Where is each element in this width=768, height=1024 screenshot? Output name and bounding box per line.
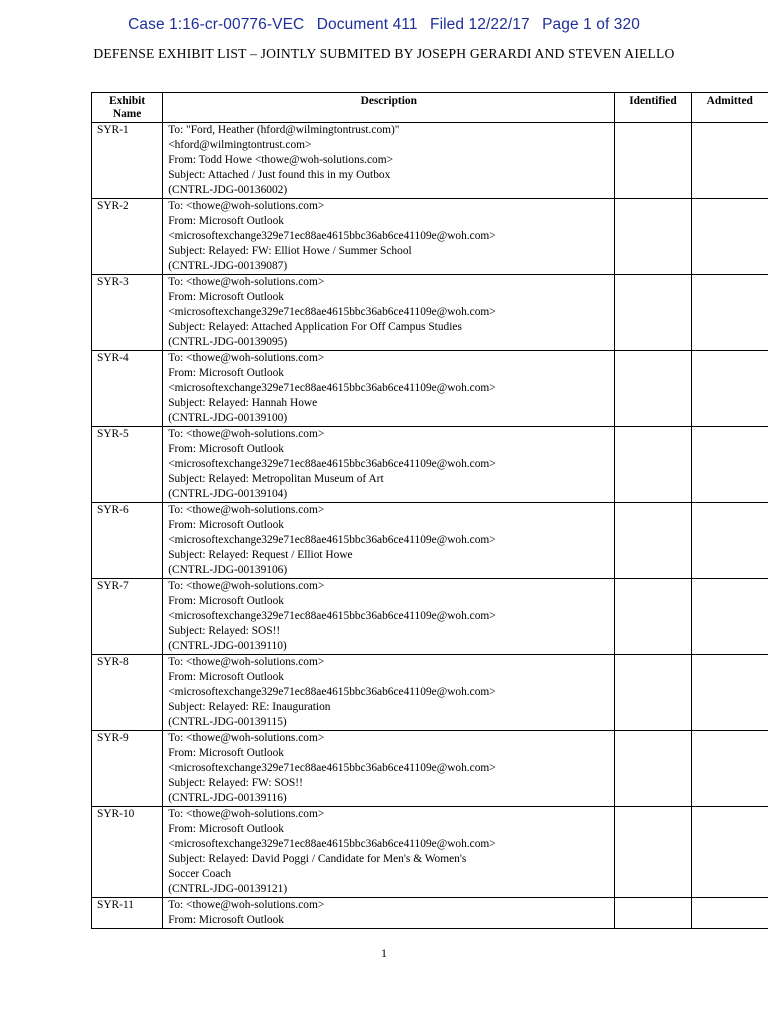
- identified-cell: [615, 579, 691, 655]
- identified-cell: [615, 503, 691, 579]
- exhibit-description: [163, 427, 615, 503]
- admitted-cell: [691, 123, 768, 199]
- description-line: From: Microsoft Outlook: [168, 914, 284, 926]
- description-line: (CNTRL-JDG-00139104): [168, 488, 288, 500]
- admitted-cell: [691, 351, 768, 427]
- exhibit-id: SYR-10: [92, 807, 163, 898]
- description-line: <microsoftexchange329e71ec88ae4615bbc36ab6ce41109e@woh.com>: [168, 458, 496, 470]
- exhibit-id: SYR-2: [92, 199, 163, 275]
- exhibit-description: [163, 351, 615, 427]
- admitted-cell: [691, 199, 768, 275]
- filed-date: Filed 12/22/17: [430, 16, 530, 33]
- header-description: Description: [163, 93, 615, 123]
- table-row: [92, 579, 768, 655]
- description-line: To: <thowe@woh-solutions.com>: [168, 899, 325, 911]
- description-line: Subject: Relayed: Request / Elliot Howe: [168, 549, 353, 561]
- description-line: From: Todd Howe <thowe@woh-solutions.com>: [168, 154, 394, 166]
- header-admitted: Admitted: [691, 93, 768, 123]
- description-line: From: Microsoft Outlook: [168, 671, 284, 683]
- description-line: To: <thowe@woh-solutions.com>: [168, 276, 325, 288]
- ecf-header-stamp: [0, 16, 768, 34]
- identified-cell: [615, 807, 691, 898]
- description-line: <microsoftexchange329e71ec88ae4615bbc36ab6ce41109e@woh.com>: [168, 306, 496, 318]
- description-line: Subject: Relayed: FW: Elliot Howe / Summer School: [168, 245, 412, 257]
- table-header-row: [92, 93, 768, 123]
- description-line: (CNTRL-JDG-00139100): [168, 412, 288, 424]
- exhibit-description: [163, 655, 615, 731]
- exhibit-id: SYR-3: [92, 275, 163, 351]
- description-line: To: <thowe@woh-solutions.com>: [168, 580, 325, 592]
- description-line: From: Microsoft Outlook: [168, 215, 284, 227]
- document-number: Document 411: [316, 16, 418, 33]
- description-line: From: Microsoft Outlook: [168, 519, 284, 531]
- case-number: Case 1:16-cr-00776-VEC: [128, 16, 305, 33]
- description-line: From: Microsoft Outlook: [168, 747, 284, 759]
- exhibit-description: [163, 731, 615, 807]
- table-row: [92, 351, 768, 427]
- identified-cell: [615, 275, 691, 351]
- admitted-cell: [691, 579, 768, 655]
- table-row: [92, 655, 768, 731]
- identified-cell: [615, 898, 691, 929]
- description-line: Soccer Coach: [168, 868, 232, 880]
- admitted-cell: [691, 503, 768, 579]
- identified-cell: [615, 731, 691, 807]
- exhibit-description: [163, 503, 615, 579]
- document-title: DEFENSE EXHIBIT LIST – JOINTLY SUBMITED BY JOSEPH GERARDI AND STEVEN AIELLO: [93, 46, 675, 61]
- admitted-cell: [691, 275, 768, 351]
- table-row: [92, 123, 768, 199]
- description-line: To: <thowe@woh-solutions.com>: [168, 200, 325, 212]
- page-of: Page 1 of 320: [542, 16, 640, 33]
- exhibit-description: [163, 579, 615, 655]
- description-line: (CNTRL-JDG-00139106): [168, 564, 288, 576]
- exhibit-id: SYR-6: [92, 503, 163, 579]
- description-line: Subject: Relayed: SOS!!: [168, 625, 281, 637]
- description-line: (CNTRL-JDG-00139116): [168, 792, 287, 804]
- table-row: [92, 731, 768, 807]
- exhibit-id: SYR-4: [92, 351, 163, 427]
- description-line: Subject: Relayed: Attached Application For Off Campus Studies: [168, 321, 462, 333]
- admitted-cell: [691, 427, 768, 503]
- header-exhibit-line1: Exhibit: [109, 95, 146, 107]
- description-line: (CNTRL-JDG-00139121): [168, 883, 288, 895]
- description-line: To: <thowe@woh-solutions.com>: [168, 352, 325, 364]
- admitted-cell: [691, 655, 768, 731]
- description-line: From: Microsoft Outlook: [168, 367, 284, 379]
- table-row: [92, 427, 768, 503]
- description-line: Subject: Relayed: FW: SOS!!: [168, 777, 303, 789]
- description-line: <microsoftexchange329e71ec88ae4615bbc36ab6ce41109e@woh.com>: [168, 382, 496, 394]
- description-line: Subject: Attached / Just found this in my Outbox: [168, 169, 391, 181]
- exhibit-description: [163, 898, 615, 929]
- description-line: (CNTRL-JDG-00139095): [168, 336, 288, 348]
- identified-cell: [615, 123, 691, 199]
- description-line: From: Microsoft Outlook: [168, 595, 284, 607]
- description-line: To: <thowe@woh-solutions.com>: [168, 428, 325, 440]
- table-row: [92, 503, 768, 579]
- identified-cell: [615, 199, 691, 275]
- exhibit-id: SYR-11: [92, 898, 163, 929]
- description-line: (CNTRL-JDG-00139087): [168, 260, 288, 272]
- exhibit-id: SYR-7: [92, 579, 163, 655]
- description-line: From: Microsoft Outlook: [168, 823, 284, 835]
- description-line: (CNTRL-JDG-00139110): [168, 640, 287, 652]
- header-identified: Identified: [615, 93, 691, 123]
- exhibit-description: [163, 123, 615, 199]
- admitted-cell: [691, 807, 768, 898]
- description-line: <microsoftexchange329e71ec88ae4615bbc36ab6ce41109e@woh.com>: [168, 230, 496, 242]
- description-line: To: <thowe@woh-solutions.com>: [168, 656, 325, 668]
- exhibit-id: SYR-1: [92, 123, 163, 199]
- header-exhibit-name: [92, 93, 163, 123]
- identified-cell: [615, 351, 691, 427]
- exhibit-description: [163, 807, 615, 898]
- page-number: 1: [381, 946, 387, 960]
- table-row: [92, 898, 768, 929]
- description-line: From: Microsoft Outlook: [168, 443, 284, 455]
- description-line: <microsoftexchange329e71ec88ae4615bbc36ab6ce41109e@woh.com>: [168, 534, 496, 546]
- description-line: Subject: Relayed: Hannah Howe: [168, 397, 318, 409]
- description-line: Subject: Relayed: David Poggi / Candidate for Men's & Women's: [168, 853, 467, 865]
- admitted-cell: [691, 731, 768, 807]
- description-line: (CNTRL-JDG-00136002): [168, 184, 288, 196]
- identified-cell: [615, 655, 691, 731]
- exhibit-description: [163, 199, 615, 275]
- exhibit-id: SYR-9: [92, 731, 163, 807]
- description-line: To: "Ford, Heather (hford@wilmingtontrust.com)": [168, 124, 400, 136]
- description-line: Subject: Relayed: RE: Inauguration: [168, 701, 331, 713]
- description-line: <hford@wilmingtontrust.com>: [168, 139, 312, 151]
- table-row: [92, 199, 768, 275]
- admitted-cell: [691, 898, 768, 929]
- identified-cell: [615, 427, 691, 503]
- description-line: To: <thowe@woh-solutions.com>: [168, 808, 325, 820]
- exhibit-table: [91, 92, 768, 929]
- description-line: <microsoftexchange329e71ec88ae4615bbc36ab6ce41109e@woh.com>: [168, 610, 496, 622]
- description-line: To: <thowe@woh-solutions.com>: [168, 504, 325, 516]
- exhibit-id: SYR-8: [92, 655, 163, 731]
- description-line: <microsoftexchange329e71ec88ae4615bbc36ab6ce41109e@woh.com>: [168, 762, 496, 774]
- exhibit-id: SYR-5: [92, 427, 163, 503]
- table-row: [92, 275, 768, 351]
- exhibit-description: [163, 275, 615, 351]
- description-line: <microsoftexchange329e71ec88ae4615bbc36ab6ce41109e@woh.com>: [168, 686, 496, 698]
- description-line: <microsoftexchange329e71ec88ae4615bbc36ab6ce41109e@woh.com>: [168, 838, 496, 850]
- table-row: [92, 807, 768, 898]
- description-line: (CNTRL-JDG-00139115): [168, 716, 287, 728]
- description-line: To: <thowe@woh-solutions.com>: [168, 732, 325, 744]
- header-exhibit-line2: Name: [112, 108, 142, 120]
- description-line: From: Microsoft Outlook: [168, 291, 284, 303]
- description-line: Subject: Relayed: Metropolitan Museum of Art: [168, 473, 384, 485]
